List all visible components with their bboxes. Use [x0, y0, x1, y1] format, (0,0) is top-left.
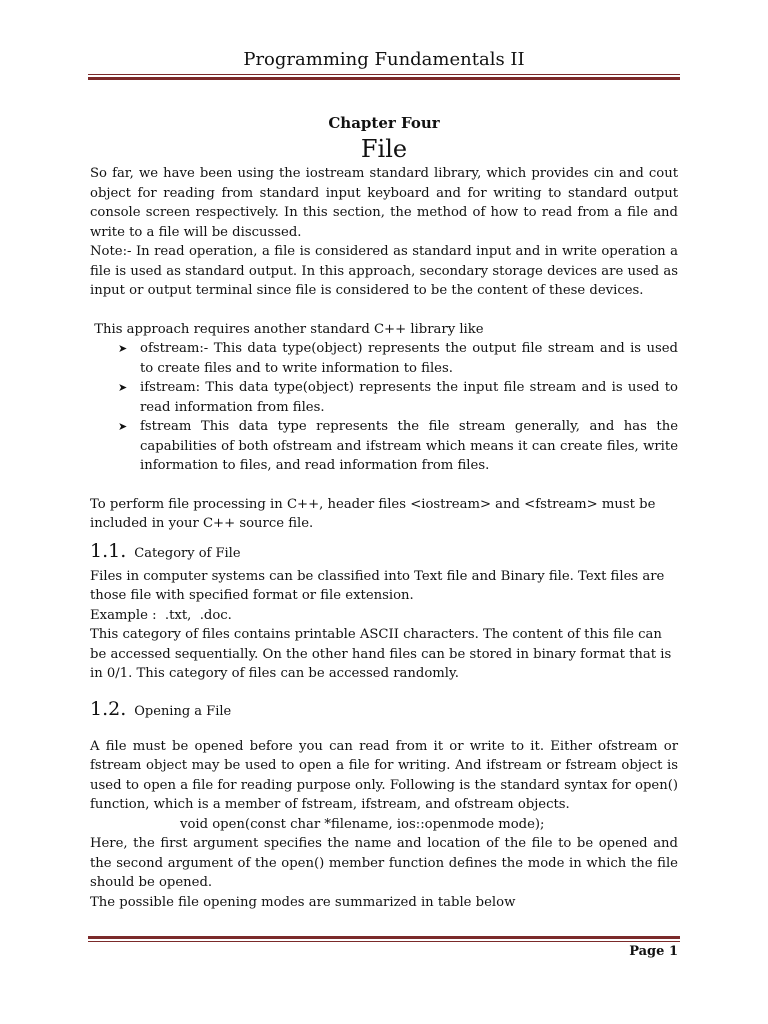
note-paragraph: Note:- In read operation, a file is considered as standard input and in write operation a file is used as standard output. In this approach, secondary storage devices are used as input or output terminal since file is considered to be the content of these devices. — [90, 244, 678, 298]
arrow-bullet-icon: ➤ — [118, 381, 128, 394]
section-heading-1-2 — [90, 696, 678, 725]
running-header: Programming Fundamentals II — [243, 49, 525, 70]
list-item: ➤ fstream This data type represents the file stream generally, and has the capabilities of both ofstream and ifstream which means it can create files, write information to files, and read information from files. — [118, 419, 678, 473]
intro-paragraph: So far, we have been using the iostream standard library, which provides cin and cout object for reading from standard input keyboard and for writing to standard output console screen respectively. In this section, the method of how to read from a file and write to a file will be discussed. — [90, 166, 678, 240]
modes-intro: The possible file opening modes are summarized in table below — [90, 894, 516, 910]
open-syntax: void open(const char *filename, ios::openmode mode); — [180, 816, 545, 832]
body-text — [90, 164, 678, 912]
opening-paragraph: A file must be opened before you can read from it or write to it. Either ofstream or fstream object may be used to open a file for writing. And ifstream or fstream object is used to open a file for reading purpose only. Following is the standard syntax for open() function, which is a member of fstream, ifstream, and ofstream objects. — [90, 738, 678, 812]
category-paragraph: Files in computer systems can be classified into Text file and Binary file. Text files are those file with specified format or file extension. — [90, 568, 665, 603]
chapter-title: File — [360, 135, 408, 163]
section-heading-1-1 — [90, 538, 678, 567]
header-files-paragraph: To perform file processing in C++, header files <iostream> and <fstream> must be included in your C++ source file. — [90, 496, 656, 531]
page-number: Page 1 — [629, 944, 678, 959]
library-list — [90, 339, 678, 476]
section-number: 1.1. — [90, 539, 127, 562]
list-item: ➤ ofstream:- This data type(object) represents the output file stream and is used to create files and to write information to files. — [118, 341, 678, 376]
footer-rule — [88, 936, 680, 942]
chapter-label: Chapter Four — [328, 114, 440, 132]
example-line: Example : .txt, .doc. — [90, 607, 232, 623]
arrow-bullet-icon: ➤ — [118, 342, 128, 355]
arrow-bullet-icon: ➤ — [118, 420, 128, 433]
header-rule — [88, 74, 680, 80]
ascii-paragraph: This category of files contains printable ASCII characters. The content of this file can be accessed sequentially. On the other hand files can be stored in binary format that is in 0/1. This category of files can be accessed randomly. — [90, 627, 672, 681]
list-item: ➤ ifstream: This data type(object) represents the input file stream and is used to read information from files. — [118, 380, 678, 415]
library-intro: This approach requires another standard C++ library like — [90, 321, 484, 337]
section-title: Opening a File — [134, 703, 232, 719]
arguments-paragraph: Here, the first argument specifies the name and location of the file to be opened and the second argument of the open() member function defines the mode in which the file should be opened. — [90, 836, 678, 890]
section-number: 1.2. — [90, 697, 127, 720]
section-title: Category of File — [134, 545, 241, 561]
